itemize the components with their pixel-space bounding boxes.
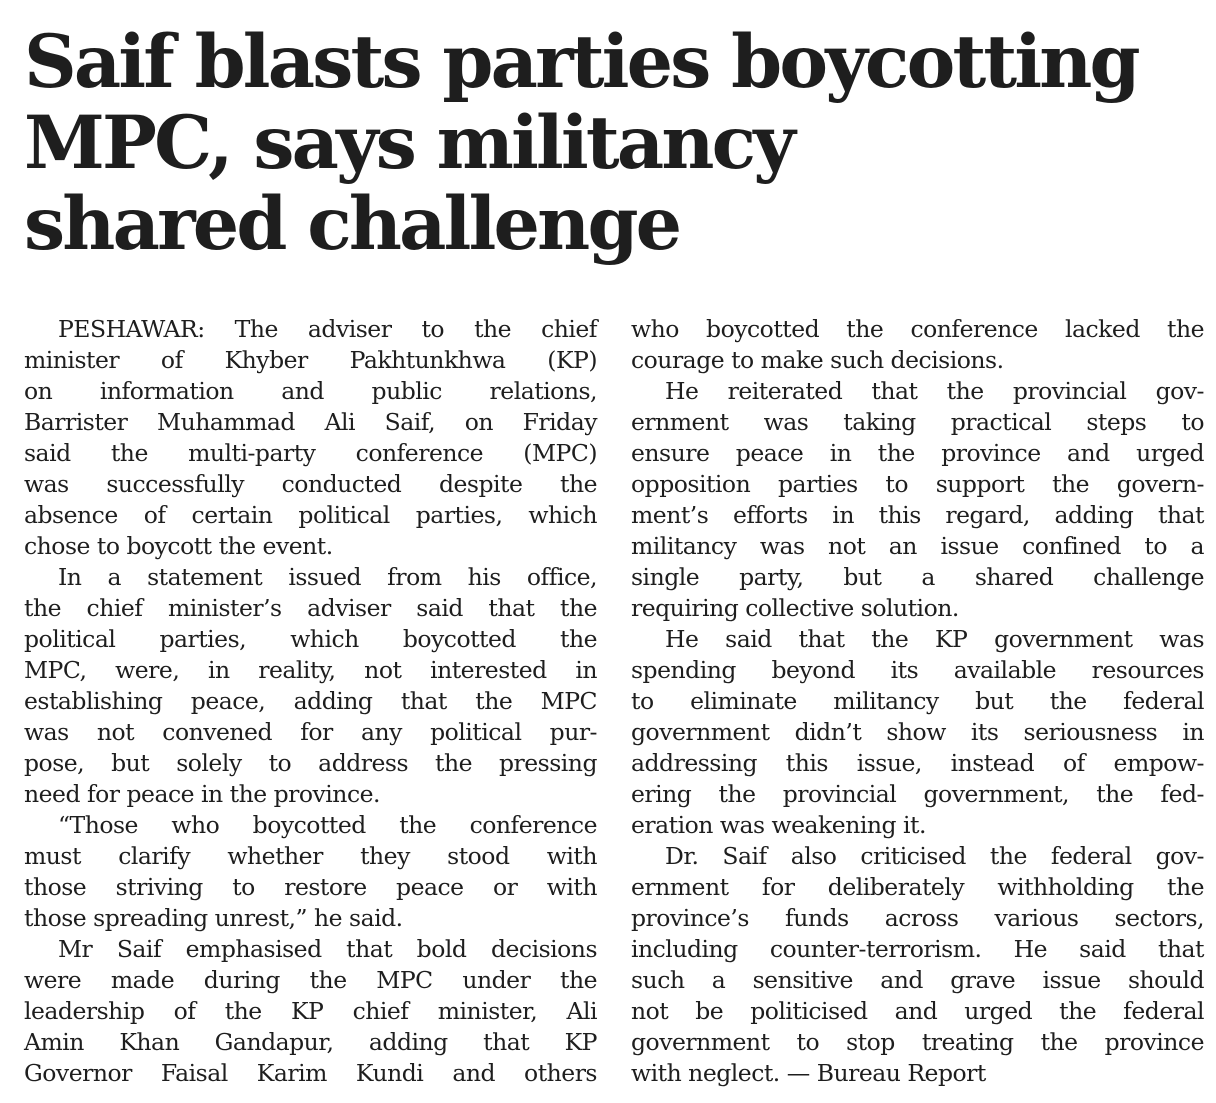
- right-column: [631, 314, 1204, 1089]
- text-line: who boycotted the conference lacked the: [631, 315, 1204, 343]
- text-line: ering the provincial government, the fed-: [631, 780, 1204, 808]
- text-line: those striving to restore peace or with: [24, 873, 597, 901]
- text-line: with neglect. — Bureau Report: [631, 1059, 986, 1087]
- text-line: the chief minister’s adviser said that the: [24, 594, 597, 622]
- text-line: PESHAWAR: The adviser to the chief: [58, 315, 597, 343]
- text-line: militancy was not an issue confined to a: [631, 532, 1204, 560]
- text-line: ensure peace in the province and urged: [631, 439, 1204, 467]
- text-line: not be politicised and urged the federal: [631, 997, 1204, 1025]
- text-line: government didn’t show its seriousness in: [631, 718, 1204, 746]
- text-line: political parties, which boycotted the: [24, 625, 597, 653]
- text-line: ernment was taking practical steps to: [631, 408, 1204, 436]
- text-line: Dr. Saif also criticised the federal gov-: [665, 842, 1204, 870]
- text-line: said the multi-party conference (MPC): [24, 439, 597, 467]
- text-line: Governor Faisal Karim Kundi and others: [24, 1059, 597, 1087]
- text-line: opposition parties to support the govern-: [631, 470, 1204, 498]
- text-line: on information and public relations,: [24, 377, 597, 405]
- text-line: including counter-terrorism. He said that: [631, 935, 1204, 963]
- text-line: those spreading unrest,” he said.: [24, 904, 403, 932]
- text-line: need for peace in the province.: [24, 780, 380, 808]
- text-line: MPC, were, in reality, not interested in: [24, 656, 597, 684]
- text-line: leadership of the KP chief minister, Ali: [24, 997, 597, 1025]
- text-line: “Those who boycotted the conference: [58, 811, 597, 839]
- headline-line: Saif blasts parties boycotting: [24, 19, 1138, 105]
- text-line: establishing peace, adding that the MPC: [24, 687, 597, 715]
- text-line: single party, but a shared challenge: [631, 563, 1204, 591]
- text-line: ernment for deliberately withholding the: [631, 873, 1204, 901]
- text-line: to eliminate militancy but the federal: [631, 687, 1204, 715]
- text-line: He reiterated that the provincial gov-: [665, 377, 1204, 405]
- text-line: chose to boycott the event.: [24, 532, 333, 560]
- text-line: minister of Khyber Pakhtunkhwa (KP): [24, 346, 597, 374]
- text-line: government to stop treating the province: [631, 1028, 1204, 1056]
- text-line: absence of certain political parties, which: [24, 501, 597, 529]
- text-line: eration was weakening it.: [631, 811, 926, 839]
- text-line: Barrister Muhammad Ali Saif, on Friday: [24, 408, 597, 436]
- article-headline: [24, 19, 1204, 267]
- text-line: such a sensitive and grave issue should: [631, 966, 1204, 994]
- text-line: was successfully conducted despite the: [24, 470, 597, 498]
- headline-line: shared challenge: [24, 181, 680, 267]
- text-line: must clarify whether they stood with: [24, 842, 597, 870]
- text-line: Amin Khan Gandapur, adding that KP: [24, 1028, 597, 1056]
- text-line: pose, but solely to address the pressing: [24, 749, 597, 777]
- headline-line: MPC, says militancy: [24, 100, 793, 186]
- text-line: were made during the MPC under the: [24, 966, 597, 994]
- text-line: province’s funds across various sectors,: [631, 904, 1204, 932]
- text-line: was not convened for any political pur-: [24, 718, 597, 746]
- text-line: In a statement issued from his office,: [58, 563, 597, 591]
- text-line: Mr Saif emphasised that bold decisions: [58, 935, 597, 963]
- text-line: ment’s efforts in this regard, adding that: [631, 501, 1204, 529]
- text-line: spending beyond its available resources: [631, 656, 1204, 684]
- text-line: He said that the KP government was: [665, 625, 1204, 653]
- text-line: addressing this issue, instead of empow-: [631, 749, 1204, 777]
- text-line: courage to make such decisions.: [631, 346, 1004, 374]
- text-line: requiring collective solution.: [631, 594, 959, 622]
- left-column: [24, 314, 597, 1089]
